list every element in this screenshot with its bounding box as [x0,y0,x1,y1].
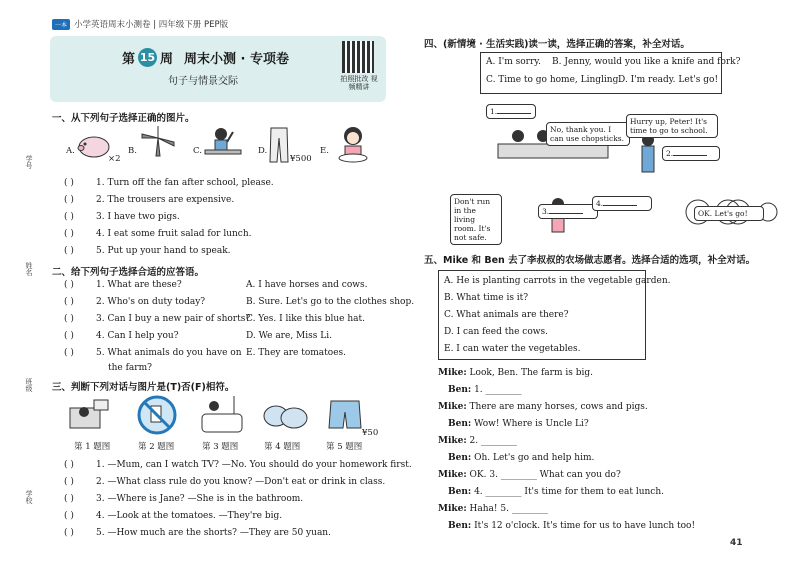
sec2-answer-e: E. They are tomatoes. [246,348,346,358]
sec1-item-4 [64,229,252,239]
speaker: Mike: [438,504,467,514]
trousers-price: ¥500 [290,154,312,164]
page-number: 41 [730,538,743,548]
shorts-price: ¥50 [362,428,379,438]
sec2-item-1 [64,280,182,290]
answer-blank[interactable] [603,205,637,206]
line-text[interactable]: Haha! 5. ________ [469,504,548,514]
answer-blank[interactable]: ( ) [64,297,74,307]
bathroom-icon [200,392,244,436]
bubble-hurry: Hurry up, Peter! It's time to go to school. [626,114,718,138]
section-2-title: 二、给下列句子选择合适的应答语。 [52,267,205,278]
pic-label-c: C. [193,146,202,156]
title-banner [50,36,386,102]
bubble-chopsticks: No, thank you. I can use chopsticks. [546,122,630,146]
answer-blank[interactable]: ( ) [64,528,74,538]
bubble-ok: OK. Let's go! [694,206,764,221]
section-4-title: 四、(新情境 · 生活实践)读一读，选择正确的答案，补全对话。 [424,39,690,50]
speaker: Ben: [448,419,472,429]
page-subtitle: 句子与情景交际 [168,76,238,87]
item-text: 2. —What class rule do you know? —Don't eat or drink in class. [96,477,386,487]
line-text: There are many horses, cows and pigs. [469,402,648,412]
sec1-item-5 [64,246,231,256]
bubble-num: 4. [596,199,604,208]
sec4-option-b: B. Jenny, would you like a knife and fork? [552,57,741,67]
pic-caption-1: 第 1 题图 [74,442,111,452]
item-text: 5. —How much are the shorts? —They are 50 yuan. [96,528,331,538]
dialog-line-1 [438,368,593,378]
line-text[interactable]: 1. ________ [474,385,522,395]
question-text: 2. Who's on duty today? [96,297,206,307]
student-at-desk-icon [203,126,243,162]
bubble-2 [662,146,720,161]
girl-eating-salad-icon [332,124,374,164]
sec2-answer-c: C. Yes. I like this blue hat. [246,314,365,324]
item-text: 2. The trousers are expensive. [96,195,235,205]
line-text: Wow! Where is Uncle Li? [474,419,589,429]
dialog-line-4 [448,419,589,429]
sec3-item-1 [64,460,412,470]
trousers-icon [268,126,290,164]
sec3-item-3 [64,494,303,504]
sec2-answer-a: A. I have horses and cows. [246,280,368,290]
item-text: 4. —Look at the tomatoes. —They're big. [96,511,283,521]
answer-blank[interactable]: ( ) [64,460,74,470]
sec2-item-3 [64,314,250,324]
answer-blank[interactable]: ( ) [64,494,74,504]
sec5-option-a: A. He is planting carrots in the vegetable garden. [444,276,671,286]
pic-label-d: D. [258,146,268,156]
speaker: Mike: [438,368,467,378]
bubble-4 [592,196,652,211]
bubble-num: 1. [490,107,498,116]
answer-blank[interactable]: ( ) [64,477,74,487]
potatoes-icon [262,400,308,432]
sec2-item-5 [64,348,242,358]
question-text: 3. Can I buy a new pair of shorts? [96,314,251,324]
pic-caption-2: 第 2 题图 [138,442,175,452]
item-text: 4. I eat some fruit salad for lunch. [96,229,252,239]
speaker: Ben: [448,487,472,497]
shorts-icon [328,398,362,432]
class-label: 班级 [25,378,33,392]
answer-blank[interactable]: ( ) [64,331,74,341]
line-text: It's 12 o'clock. It's time for us to have lunch too! [474,521,696,531]
line-text[interactable]: 2. ________ [469,436,517,446]
section-5-title: 五、Mike 和 Ben 去了李叔叔的农场做志愿者。选择合适的选项，补全对话。 [424,255,756,266]
sec4-option-a: A. I'm sorry. [486,57,542,67]
answer-blank[interactable]: ( ) [64,195,74,205]
item-text: 5. Put up your hand to speak. [96,246,231,256]
no-eating-sign-icon [136,394,178,436]
publisher-logo: 一本 [52,19,70,30]
week-suffix: 周 [160,52,174,67]
sec1-item-1 [64,178,274,188]
sec3-item-2 [64,477,385,487]
series-header [52,18,228,30]
speaker: Mike: [438,436,467,446]
qr-code-icon[interactable] [342,41,374,73]
qr-caption: 拍照批改 视频精讲 [340,75,378,91]
question-text: 4. Can I help you? [96,331,179,341]
pic-caption-4: 第 4 题图 [264,442,301,452]
speaker: Ben: [448,521,472,531]
item-text: 3. —Where is Jane? —She is in the bathroom. [96,494,304,504]
pig-count: ×2 [108,154,121,164]
dialog-line-9 [438,504,548,514]
line-text: Oh. Let's go and help him. [474,453,595,463]
page-title [122,48,289,67]
answer-blank[interactable]: ( ) [64,314,74,324]
week-number-badge: 15 [138,48,157,67]
answer-blank[interactable]: ( ) [64,212,74,222]
student-name-label: 姓名 [25,262,33,276]
pic-label-e: E. [320,146,329,156]
sec1-item-2 [64,195,234,205]
section-3-title: 三、判断下列对话与图片是(T)否(F)相符。 [52,382,235,393]
item-text: 3. I have two pigs. [96,212,180,222]
sec5-option-c: C. What animals are there? [444,310,569,320]
dialog-line-10 [448,521,695,531]
answer-blank[interactable] [673,155,707,156]
pic-caption-5: 第 5 题图 [326,442,363,452]
series-title: 小学英语周末小测卷 | 四年级下册 PEP版 [74,20,229,30]
sec5-option-e: E. I can water the vegetables. [444,344,581,354]
dialog-line-3 [438,402,648,412]
pic-label-a: A. [66,146,75,156]
pic-label-b: B. [128,146,137,156]
dialog-line-2 [448,385,522,395]
answer-blank[interactable]: ( ) [64,511,74,521]
dialog-line-7 [438,470,621,480]
sec5-option-d: D. I can feed the cows. [444,327,548,337]
right-page [400,0,800,566]
sec2-item-5-cont: the farm? [108,363,152,373]
dialog-line-6 [448,453,594,463]
answer-blank[interactable]: ( ) [64,178,74,188]
answer-blank[interactable]: ( ) [64,348,74,358]
line-text: Look, Ben. The farm is big. [469,368,593,378]
line-text[interactable]: 4. ________ It's time for them to eat lunch. [474,487,665,497]
answer-blank[interactable]: ( ) [64,229,74,239]
sec1-item-3 [64,212,180,222]
bubble-num: 3. [542,207,550,216]
sec4-option-d: D. I'm ready. Let's go! [618,75,719,85]
question-text: 5. What animals do you have on [96,348,242,358]
line-text[interactable]: OK. 3. ________ What can you do? [469,470,621,480]
sec2-answer-b: B. Sure. Let's go to the clothes shop. [246,297,415,307]
dialog-line-8 [448,487,664,497]
sec2-item-4 [64,331,179,341]
section-1-title: 一、从下列句子选择正确的图片。 [52,113,195,124]
bubble-no-running: Don't run in the living room. It's not safe. [450,194,502,245]
answer-blank[interactable]: ( ) [64,280,74,290]
week-prefix: 第 [122,52,136,67]
school-label: 学校 [25,490,33,504]
pic-caption-3: 第 3 题图 [202,442,239,452]
pig-icon [76,130,112,160]
student-number-label: 学号 [25,155,33,169]
sec3-item-4 [64,511,282,521]
sec3-item-5 [64,528,331,538]
speaker: Mike: [438,402,467,412]
speaker: Ben: [448,453,472,463]
speaker: Ben: [448,385,472,395]
sec2-answer-d: D. We are, Miss Li. [246,331,332,341]
answer-blank[interactable]: ( ) [64,246,74,256]
sec2-item-2 [64,297,205,307]
sec4-option-c: C. Time to go home, Lingling. [486,75,622,85]
dialog-line-5 [438,436,517,446]
sec5-option-b: B. What time is it? [444,293,529,303]
bubble-3 [538,204,598,219]
answer-blank[interactable] [497,113,531,114]
ceiling-fan-icon [138,124,178,160]
item-text: 1. —Mum, can I watch TV? —No. You should do your homework first. [96,460,412,470]
item-text: 1. Turn off the fan after school, please. [96,178,274,188]
watching-tv-icon [66,398,112,434]
speaker: Mike: [438,470,467,480]
answer-blank[interactable] [549,213,583,214]
question-text: 1. What are these? [96,280,182,290]
bubble-1 [486,104,536,119]
quiz-title: 周末小测 · 专项卷 [184,52,290,67]
bubble-num: 2. [666,149,674,158]
